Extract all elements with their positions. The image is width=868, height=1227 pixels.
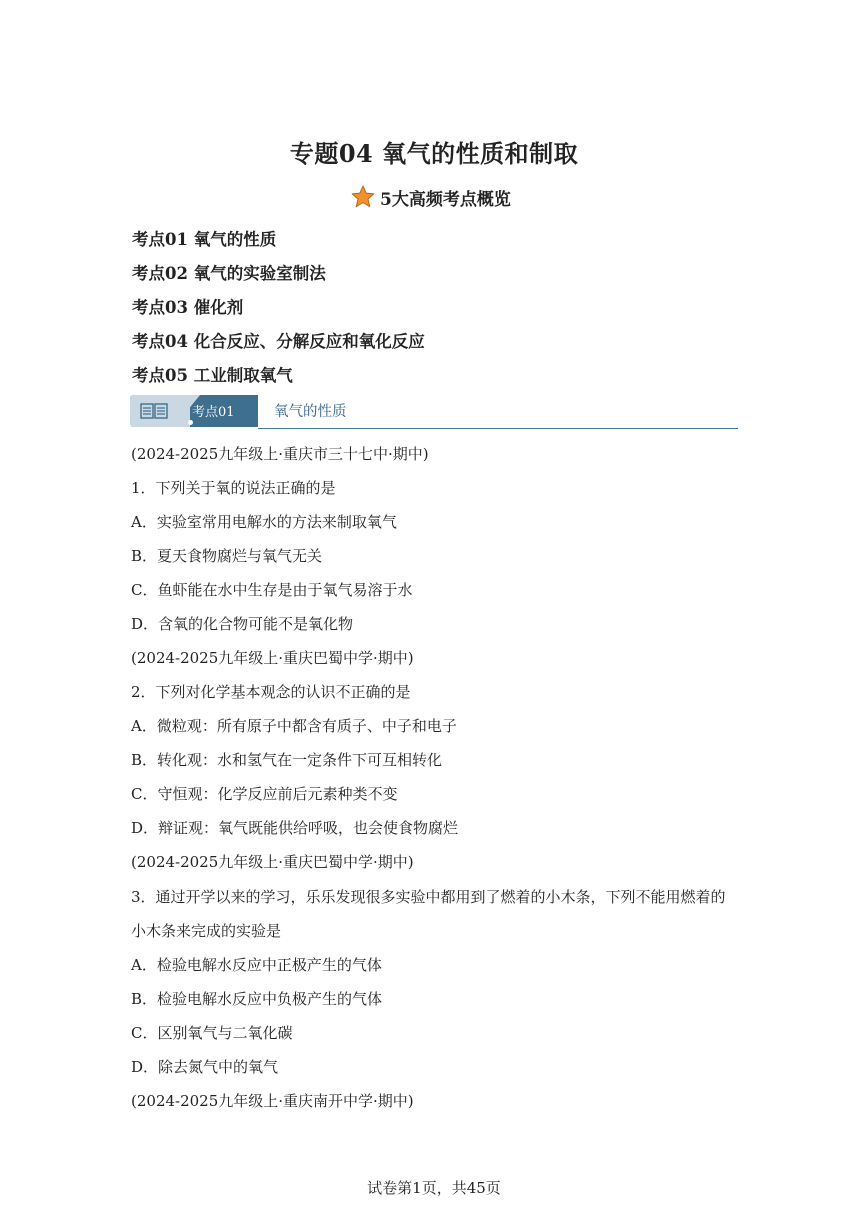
option: C．区别氧气与二氧化碳: [131, 1024, 293, 1042]
kaodian-item-5: 考点05 工业制取氧气: [132, 366, 293, 385]
book-icon: [140, 402, 168, 420]
option: B．检验电解水反应中负极产生的气体: [131, 990, 383, 1008]
kaodian-item-3: 考点03 催化剂: [132, 298, 244, 317]
question-source: (2024-2025九年级上·重庆巴蜀中学·期中): [131, 853, 414, 871]
question-source: (2024-2025九年级上·重庆南开中学·期中): [131, 1092, 414, 1110]
option: A．实验室常用电解水的方法来制取氧气: [131, 513, 397, 531]
kaodian-item-4: 考点04 化合反应、分解反应和氧化反应: [132, 332, 425, 351]
section-title: 氧气的性质: [274, 404, 347, 420]
question-stem-cont: 小木条来完成的实验是: [131, 922, 282, 940]
option: A．检验电解水反应中正极产生的气体: [131, 956, 382, 974]
question-source: (2024-2025九年级上·重庆市三十七中·期中): [131, 445, 429, 463]
section-header: [130, 394, 738, 432]
option: C．鱼虾能在水中生存是由于氧气易溶于水: [131, 581, 413, 599]
star-icon: [350, 184, 376, 210]
option: B．转化观：水和氢气在一定条件下可互相转化: [131, 751, 443, 769]
page-footer: 试卷第1页，共45页: [367, 1179, 501, 1197]
option: D．辩证观：氧气既能供给呼吸，也会使食物腐烂: [131, 819, 459, 837]
page-title: 专题04 氧气的性质和制取: [289, 139, 579, 168]
question-stem: 1．下列关于氧的说法正确的是: [131, 479, 336, 497]
option: B．夏天食物腐烂与氧气无关: [131, 547, 323, 565]
kaodian-item-1: 考点01 氧气的性质: [132, 230, 277, 249]
option: D．含氧的化合物可能不是氧化物: [131, 615, 354, 633]
question-stem: 2．下列对化学基本观念的认识不正确的是: [131, 683, 411, 701]
overview-heading: [350, 183, 511, 211]
section-tab-label: 考点01: [192, 405, 235, 420]
question-source: (2024-2025九年级上·重庆巴蜀中学·期中): [131, 649, 414, 667]
overview-label: 5大高频考点概览: [380, 189, 511, 210]
kaodian-item-2: 考点02 氧气的实验室制法: [132, 264, 326, 283]
section-divider: [258, 428, 738, 429]
option: A．微粒观：所有原子中都含有质子、中子和电子: [131, 717, 457, 735]
option: C．守恒观：化学反应前后元素种类不变: [131, 785, 398, 803]
question-stem: 3．通过开学以来的学习，乐乐发现很多实验中都用到了燃着的小木条，下列不能用燃着的: [131, 888, 726, 906]
option: D．除去氮气中的氧气: [131, 1058, 279, 1076]
